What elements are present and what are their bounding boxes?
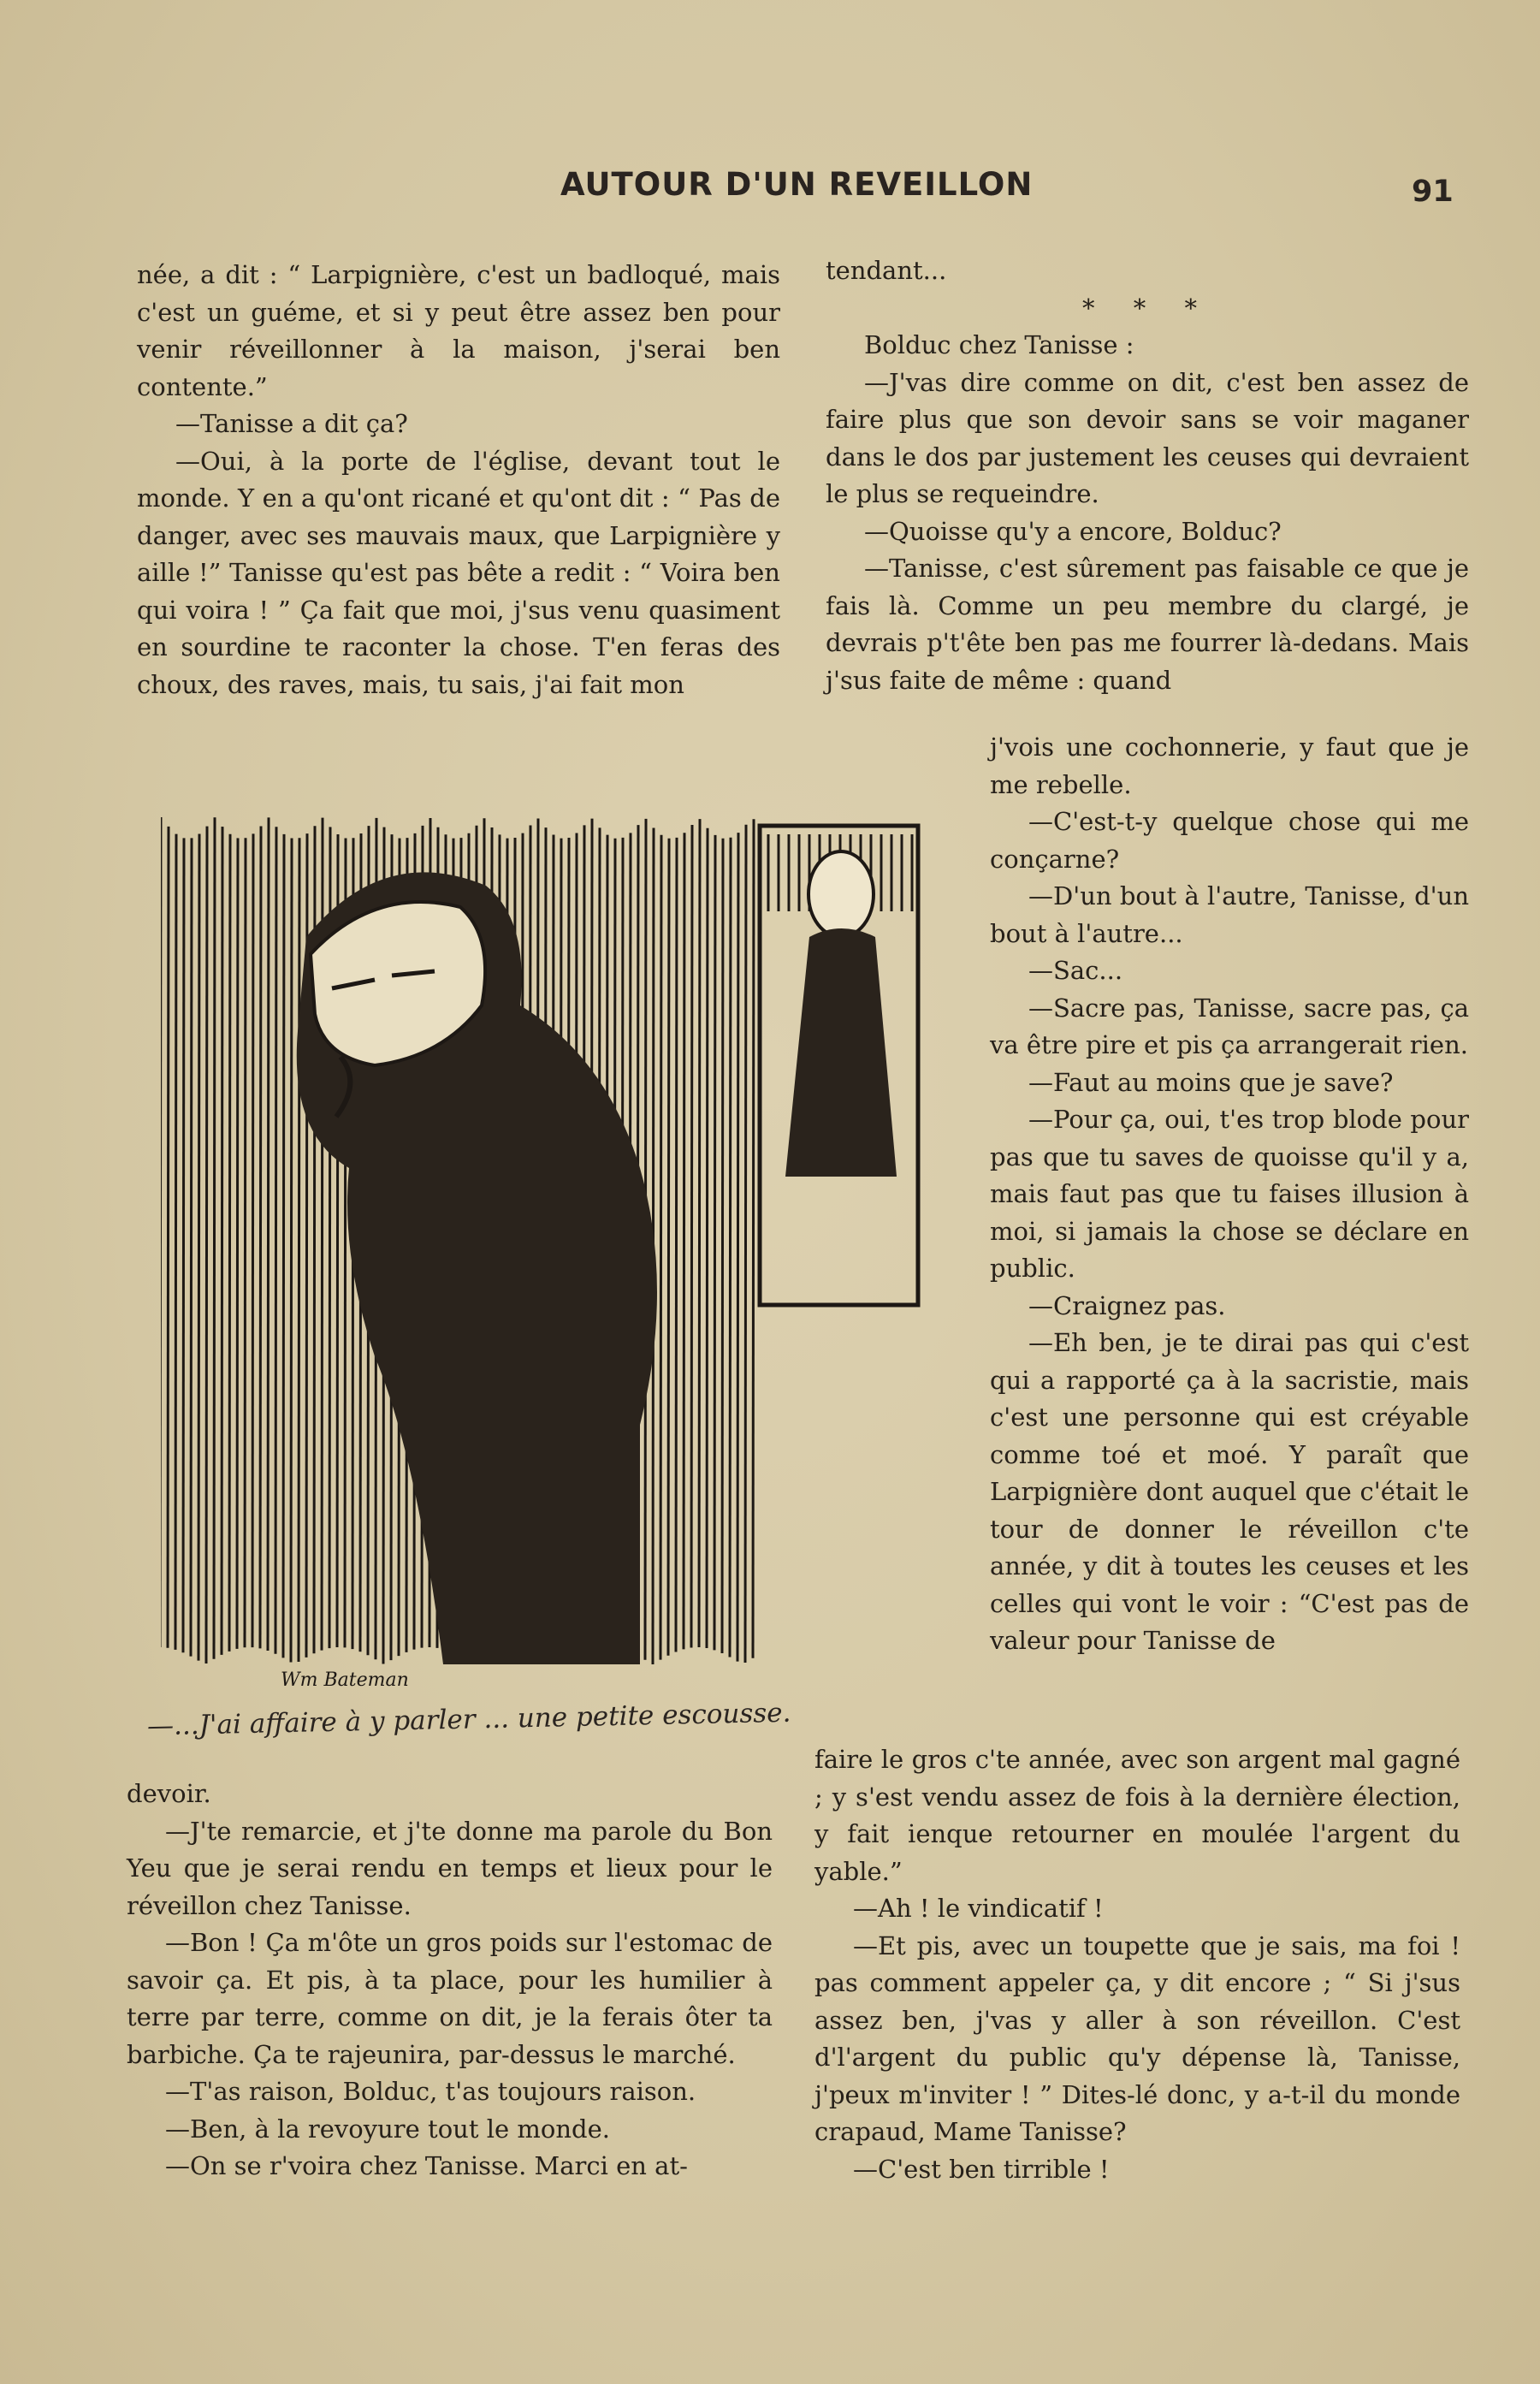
hatch-line — [668, 839, 669, 1656]
hatch-line — [753, 819, 754, 1658]
artist-signature: Wm Bateman — [281, 1669, 409, 1691]
paragraph: —J'te remarcie, et j'te donne ma parole du Bon Yeu que je serai rendu en temps et lieux pour le réveillon chez Tanisse. — [127, 1816, 773, 1920]
hatch-line — [283, 834, 284, 1658]
paragraph: —Ben, à la revoyure tout le monde. — [165, 2114, 610, 2144]
right-column-top — [826, 252, 1469, 699]
paragraph: —Oui, à la porte de l'église, devant tout le monde. Y en a qu'ont ricané et qu'ont dit : “ Pas de danger, avec ses mauvais maux, que Larpignière y aille !” Tanisse qu'est pas bête a redit : “ Voira ben qui voira ! ” Ça fait que moi, j'sus venu quasiment en sourdine te raconter la chose. T'en feras des choux, des raves, mais, tu sais, j'ai fait mon — [137, 446, 780, 699]
paragraph: —T'as raison, Bolduc, t'as toujours raison. — [165, 2077, 696, 2106]
hatch-line — [275, 827, 276, 1653]
paragraph: —Faut au moins que je save? — [1028, 1067, 1394, 1097]
paragraph: —On se r'voira chez Tanisse. Marci en at- — [165, 2151, 688, 2180]
hatch-line — [714, 835, 715, 1651]
hatch-line — [206, 827, 207, 1663]
hatch-line — [260, 826, 261, 1648]
hatch-line — [237, 838, 238, 1648]
paragraph: Bolduc chez Tanisse : — [864, 330, 1134, 359]
hatch-line — [722, 839, 723, 1653]
paragraph: —Ah ! le vindicatif ! — [853, 1894, 1104, 1923]
paragraph: —Sacre pas, Tanisse, sacre pas, ça va être pire et pis ça arrangerait rien. — [990, 993, 1469, 1059]
paragraph: —J'vas dire comme on dit, c'est ben assez de faire plus que son devoir sans se voir maganer dans le dos par justement les ceuses qui devraient le plus se requeindre. — [826, 367, 1469, 508]
hatch-line — [291, 838, 292, 1662]
hatch-line — [707, 828, 708, 1648]
left-column-top — [137, 257, 780, 703]
right-column-bottom — [814, 1741, 1460, 2188]
paragraph: devoir. — [127, 1779, 211, 1808]
paragraph: —Pour ça, oui, t'es trop blode pour pas que tu saves de quoisse qu'il y a, mais faut pas que tu faises illusion à moi, si jamais la chose se déclare en public. — [990, 1105, 1469, 1283]
paragraph: j'vois une cochonnerie, y faut que je me rebelle. — [990, 732, 1469, 799]
paragraph: —Bon ! Ça m'ôte un gros poids sur l'estomac de savoir ça. Et pis, à ta place, pour les humilier à terre par terre, comme on dit, je la ferais ôter ta barbiche. Ça te rajeunira, par-dessus le marché. — [127, 1928, 773, 2069]
hatch-line — [730, 838, 731, 1658]
hatch-line — [699, 819, 700, 1647]
hatch-line — [268, 817, 269, 1651]
hatch-line — [660, 835, 661, 1660]
hatch-line — [183, 838, 184, 1652]
paragraph: —Sac... — [1028, 956, 1123, 985]
paragraph: —Tanisse a dit ça? — [175, 409, 408, 438]
hatch-line — [229, 834, 230, 1652]
paragraph: —Quoisse qu'y a encore, Bolduc? — [864, 516, 1282, 546]
illustration-caption: —...J'ai affaire à y parler ... une petite escousse. — [146, 1697, 791, 1742]
hatch-line — [168, 827, 169, 1648]
paragraph: —Eh ben, je te dirai pas qui c'est qui a rapporté ça à la sacristie, mais c'est une personne qui est créyable comme toé et moé. Y paraît que Larpignière dont auquel que c'était le tour de donner le réveillon c'te année, y dit à toutes les ceuses et les celles qui vont le voir : “C'est pas de valeur pour Tanisse de — [990, 1328, 1469, 1655]
hatch-line — [737, 833, 738, 1662]
paragraph: —D'un bout à l'autre, Tanisse, d'un bout à l'autre... — [990, 881, 1469, 948]
hatch-line — [252, 833, 253, 1647]
hatch-line — [198, 833, 199, 1660]
hatch-line — [676, 838, 677, 1652]
hatch-line — [691, 825, 692, 1648]
hatch-line — [245, 838, 246, 1647]
paragraph: née, a dit : “ Larpignière, c'est un badloqué, mais c'est un guéme, et si y peut être assez ben pour venir réveillonner à la maison, j'serai ben contente.” — [137, 260, 780, 401]
paragraph: —C'est-t-y quelque chose qui me conçarne? — [990, 807, 1469, 874]
page-number: 91 — [1412, 175, 1454, 209]
hatch-line — [745, 825, 746, 1663]
paragraph: faire le gros c'te année, avec son argent mal gagné ; y s'est vendu assez de fois à la dernière élection, y fait ienque retourner en moulée l'argent du yable.” — [814, 1745, 1460, 1886]
right-column-narrow — [990, 729, 1469, 1660]
paragraph: —C'est ben tirrible ! — [853, 2154, 1110, 2184]
illustration-engraving — [161, 809, 931, 1694]
paragraph: tendant... — [826, 256, 947, 285]
hatch-line — [214, 817, 215, 1659]
section-divider-stars: * * * — [1082, 293, 1212, 323]
paragraph: —Tanisse, c'est sûrement pas faisable ce que je fais là. Comme un peu membre du clargé, je devrais p't'ête ben pas me fourrer là-dedans. Mais j'sus faite de même : quand — [826, 554, 1469, 695]
hunched-man-icon — [297, 872, 657, 1664]
paragraph: —Craignez pas. — [1028, 1290, 1226, 1320]
paragraph: —Et pis, avec un toupette que je sais, ma foi ! pas comment appeler ça, y dit encore ; “ Si j'sus assez ben, j'vas y aller à son réveillon. C'est d'l'argent du public qu'y dépense là, Tanisse, j'peux m'inviter ! ” Dites-lé donc, y a-t-il du monde crapaud, Mame Tanisse? — [814, 1930, 1460, 2146]
running-header-title: AUTOUR D'UN REVEILLON — [560, 166, 1034, 203]
hatch-line — [191, 838, 192, 1656]
left-column-bottom — [127, 1776, 773, 2185]
hatch-line — [175, 834, 176, 1650]
